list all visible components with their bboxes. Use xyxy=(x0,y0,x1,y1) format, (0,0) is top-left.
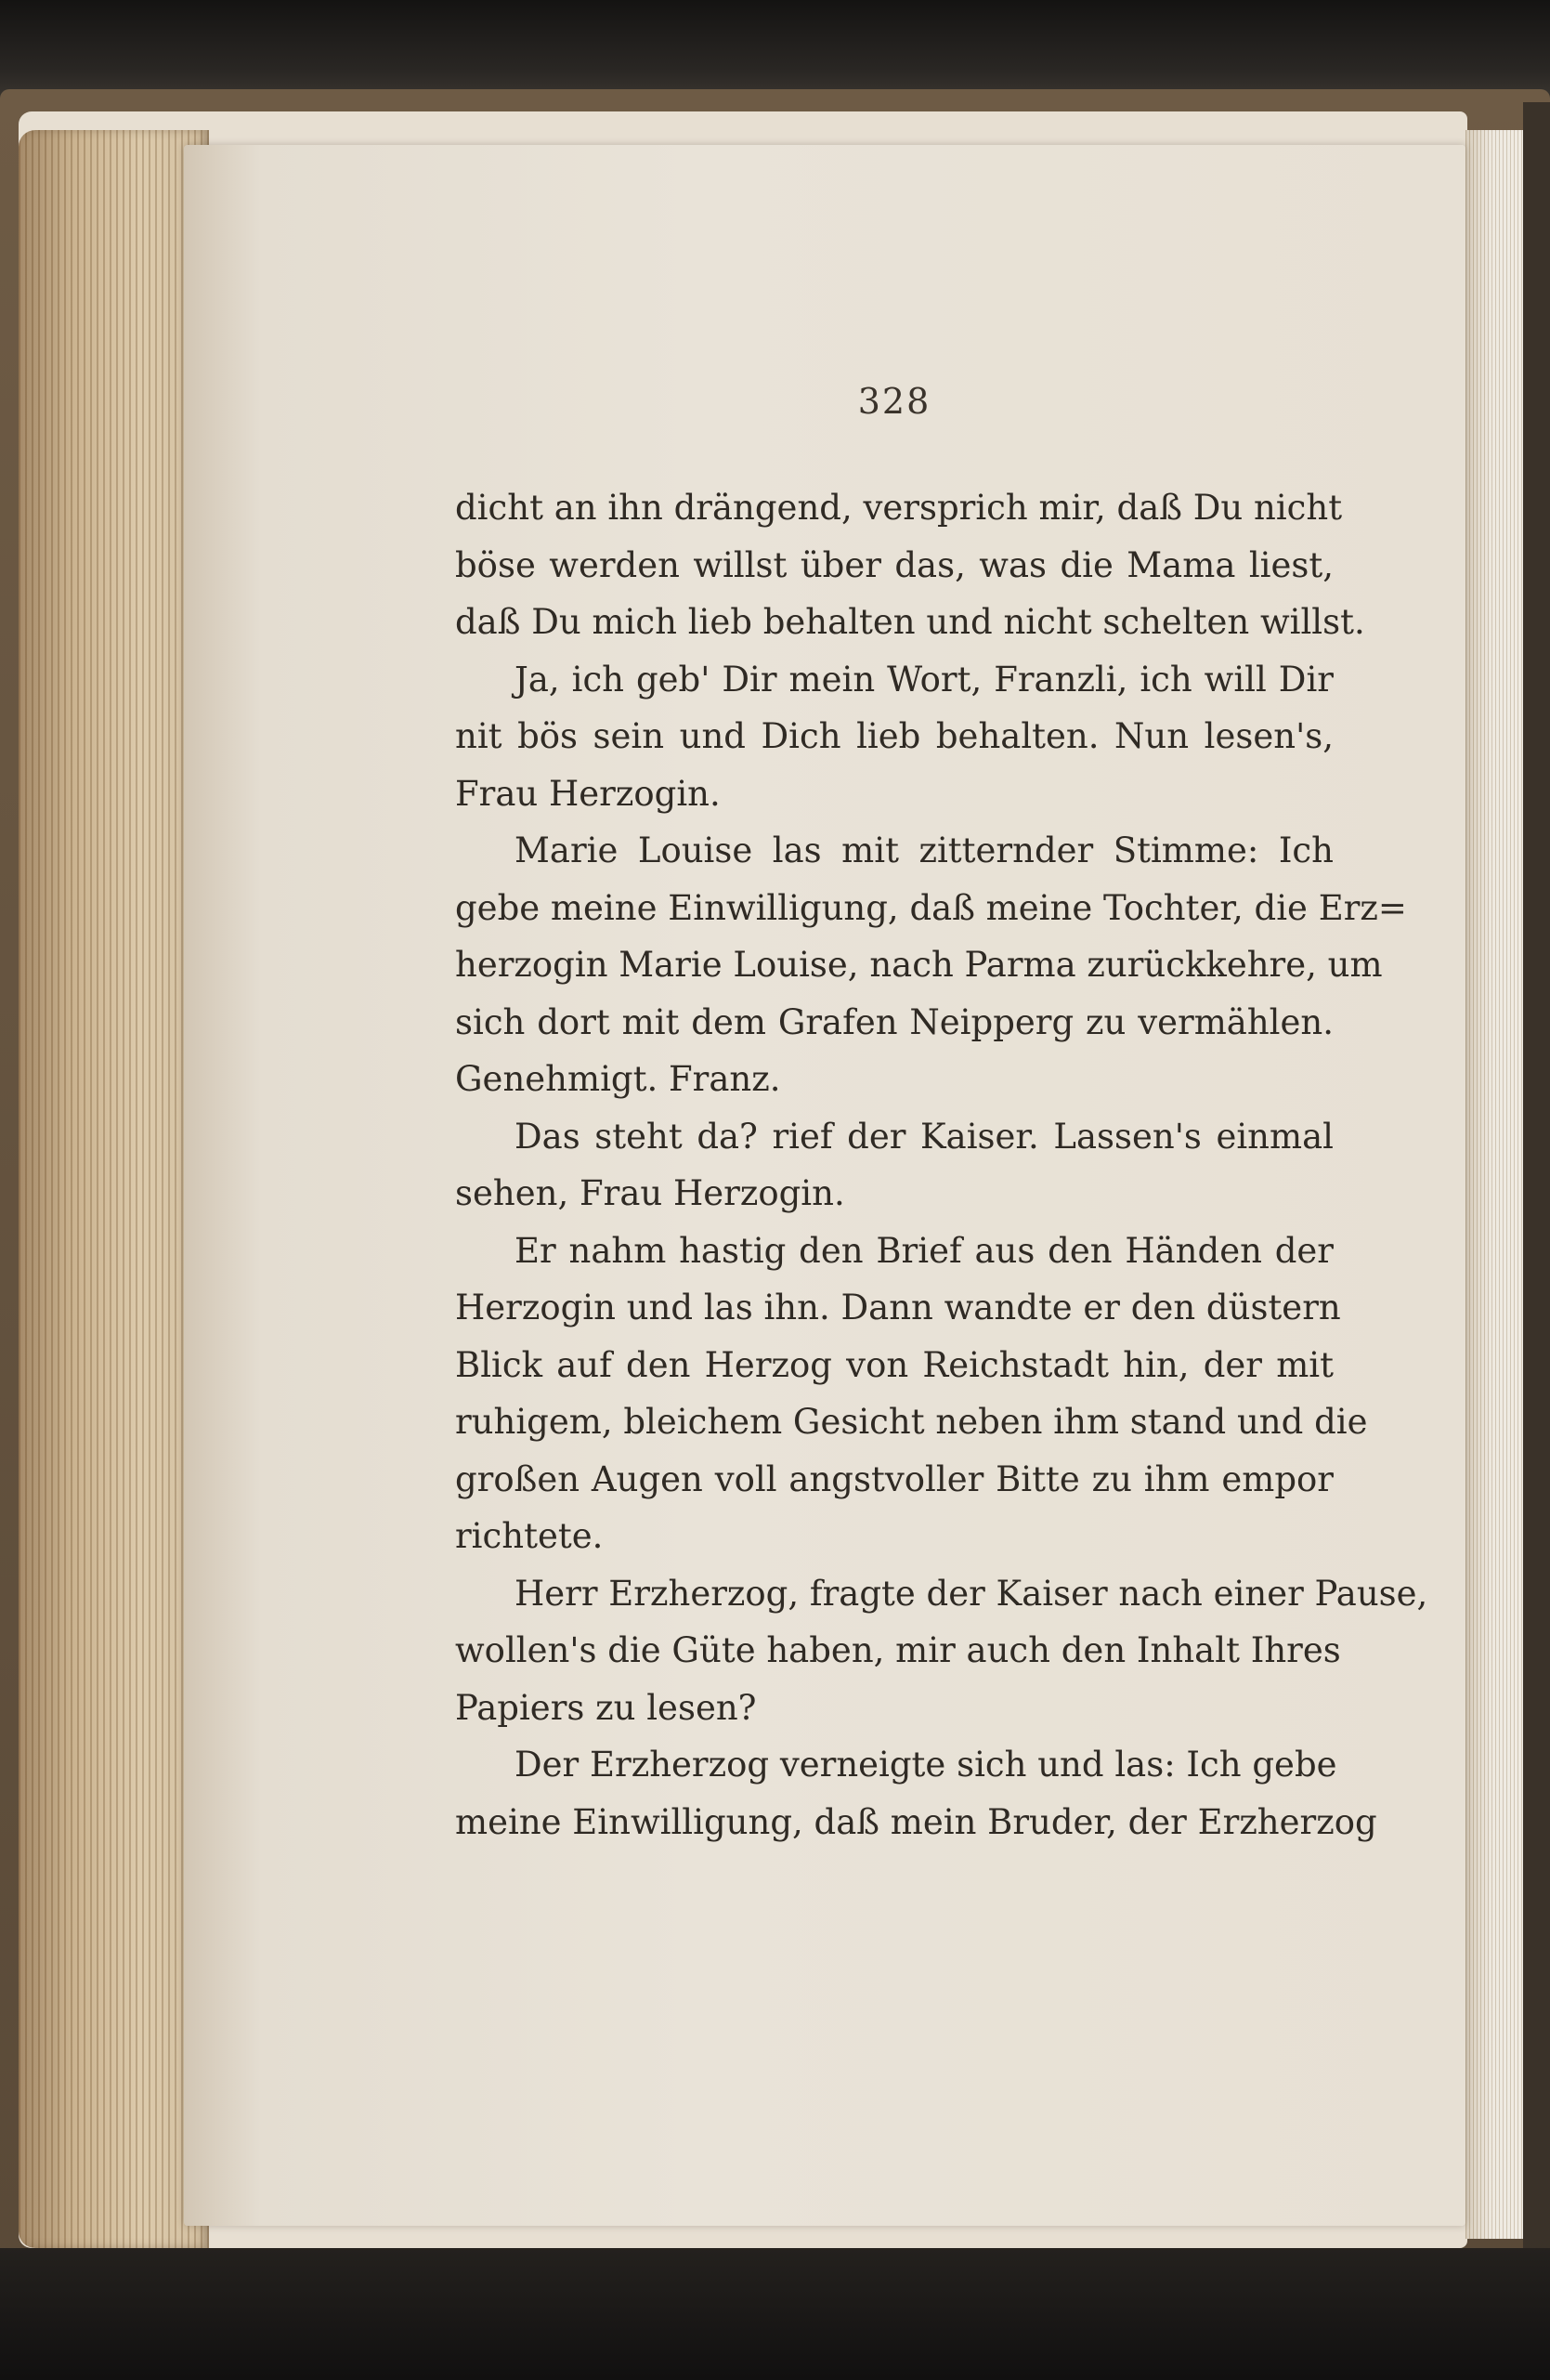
text-line: richtete. xyxy=(455,1516,604,1556)
text-line: gebe meine Einwilligung, daß meine Tochter, die Erz= xyxy=(455,887,1407,928)
page-edges-right xyxy=(1465,130,1530,2239)
text-line: daß Du mich lieb behalten und nicht schelten willst. xyxy=(455,602,1365,642)
page-edges-left xyxy=(19,130,209,2248)
text-line: nit bös sein und Dich lieb behalten. Nun lesen's, xyxy=(455,716,1334,756)
text-line: dicht an ihn drängend, versprich mir, daß Du nicht xyxy=(455,488,1343,528)
backdrop-bottom xyxy=(0,2248,1550,2380)
text-line: sich dort mit dem Grafen Neipperg zu vermählen. xyxy=(455,1001,1334,1042)
text-line: Das steht da? rief der Kaiser. Lassen's einmal xyxy=(514,1116,1334,1157)
text-line: Papiers zu lesen? xyxy=(455,1687,757,1728)
text-line: ruhigem, bleichem Gesicht neben ihm stand und die xyxy=(455,1402,1368,1442)
text-line: Er nahm hastig den Brief aus den Händen der xyxy=(514,1230,1334,1271)
text-line: Genehmigt. Franz. xyxy=(455,1059,781,1099)
page-number: 328 xyxy=(857,381,931,422)
text-line: sehen, Frau Herzogin. xyxy=(455,1173,845,1213)
text-line: Herzogin und las ihn. Dann wandte er den düstern xyxy=(455,1288,1341,1327)
book-cover-right xyxy=(1523,102,1550,2267)
text-line: Der Erzherzog verneigte sich und las: Ich gebe xyxy=(514,1745,1337,1785)
text-line: herzogin Marie Louise, nach Parma zurückkehre, um xyxy=(455,945,1383,985)
text-line: Frau Herzogin. xyxy=(455,773,721,814)
text-line: wollen's die Güte haben, mir auch den Inhalt Ihres xyxy=(455,1630,1341,1670)
text-line: böse werden willst über das, was die Mama liest, xyxy=(455,544,1334,585)
text-line: Blick auf den Herzog von Reichstadt hin, der mit xyxy=(455,1344,1334,1385)
text-line: meine Einwilligung, daß mein Bruder, der Erzherzog xyxy=(455,1801,1377,1842)
text-line: großen Augen voll angstvoller Bitte zu ihm empor xyxy=(455,1458,1334,1499)
page-text xyxy=(455,479,1428,1850)
backdrop-top xyxy=(0,0,1550,102)
text-line: Marie Louise las mit zitternder Stimme: Ich xyxy=(514,830,1334,870)
text-line: Herr Erzherzog, fragte der Kaiser nach einer Pause, xyxy=(514,1573,1428,1614)
text-line: Ja, ich geb' Dir mein Wort, Franzli, ich will Dir xyxy=(514,659,1334,700)
